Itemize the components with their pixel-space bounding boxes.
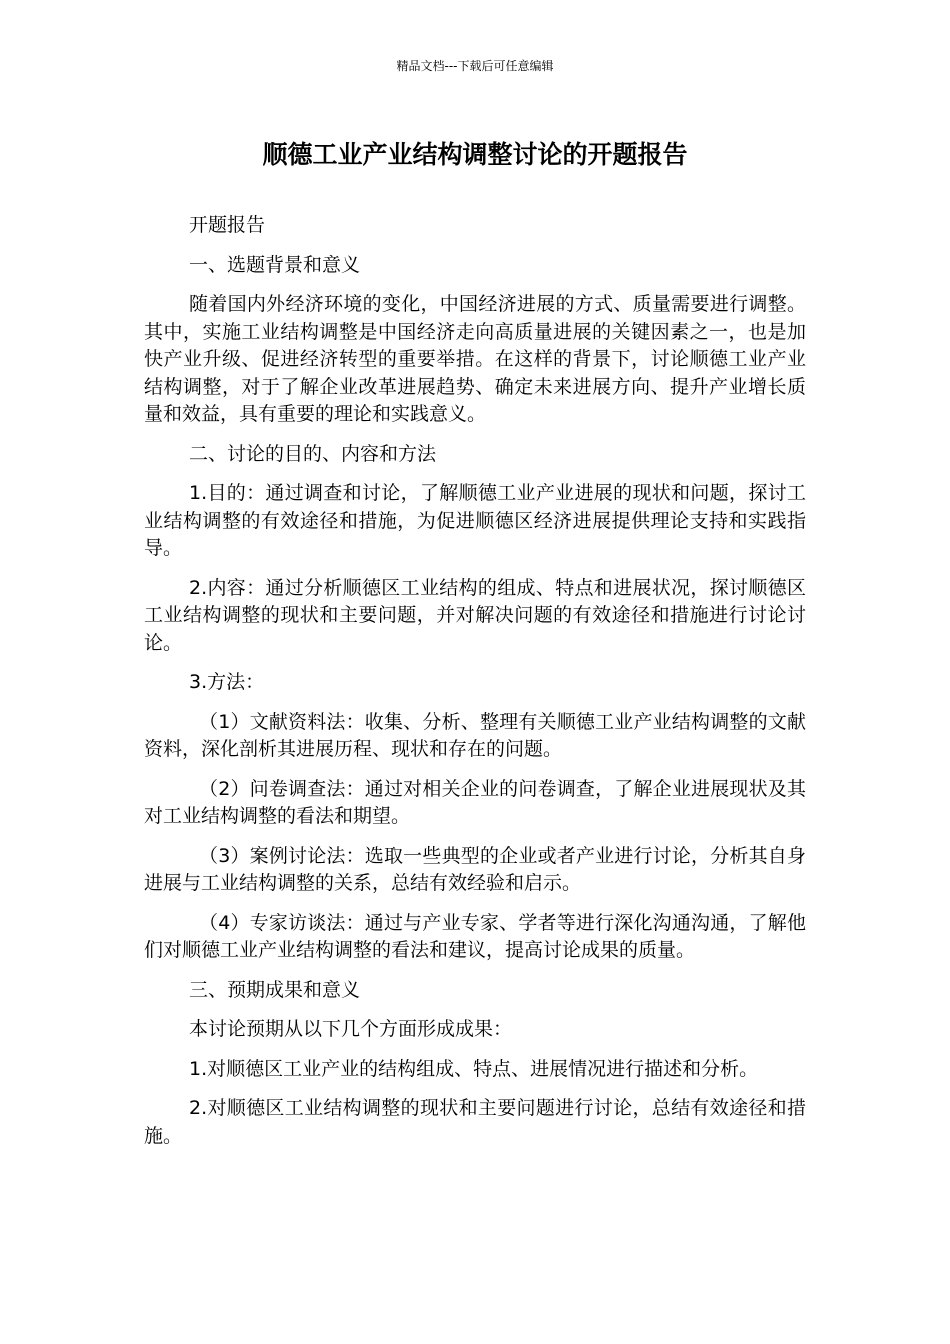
- paragraph: 1.对顺德区工业产业的结构组成、特点、进展情况进行描述和分析。: [189, 1057, 759, 1080]
- paragraph: 随着国内外经济环境的变化，中国经济进展的方式、质量需要进行调整。其中，实施工业结构调整是中国经济走向高质量进展的关键因素之一，也是加快产业升级、促进经济转型的重要举措。在这样的背景下，讨论顺德工业产业结构调整，对于了解企业改革进展趋势、确定未来进展方向、提升产业增长质量和效益，具有重要的理论和实践意义。: [144, 293, 806, 425]
- method-item: （1）文献资料法：收集、分析、整理有关顺德工业产业结构调整的文献资料，深化剖析其进展历程、现状和存在的问题。: [144, 710, 806, 760]
- document-title: 顺德工业产业结构调整讨论的开题报告: [262, 140, 688, 169]
- paragraph: 2.内容：通过分析顺德区工业结构的组成、特点和进展状况，探讨顺德区工业结构调整的现状和主要问题，并对解决问题的有效途径和措施进行讨论讨论。: [144, 576, 806, 654]
- paragraph: 本讨论预期从以下几个方面形成成果：: [189, 1018, 513, 1040]
- section-label: 开题报告: [189, 214, 266, 236]
- paragraph: 3.方法：: [189, 671, 265, 693]
- paragraph: 2.对顺德区工业结构调整的现状和主要问题进行讨论，总结有效途径和措施。: [144, 1097, 806, 1147]
- document-body: [144, 212, 806, 1162]
- header-note: 精品文档---下载后可任意编辑: [396, 59, 554, 73]
- section-heading: 一、选题背景和意义: [189, 253, 361, 276]
- method-item: （3）案例讨论法：选取一些典型的企业或者产业进行讨论，分析其自身进展与工业结构调整的关系，总结有效经验和启示。: [144, 844, 806, 894]
- paragraph: 1.目的：通过调查和讨论，了解顺德工业产业进展的现状和问题，探讨工业结构调整的有效途径和措施，为促进顺德区经济进展提供理论支持和实践指导。: [144, 482, 806, 559]
- section-heading: 三、预期成果和意义: [189, 978, 361, 1001]
- section-heading: 二、讨论的目的、内容和方法: [189, 442, 437, 465]
- method-item: （4）专家访谈法：通过与产业专家、学者等进行深化沟通沟通，了解他们对顺德工业产业结构调整的看法和建议，提高讨论成果的质量。: [144, 911, 806, 961]
- method-item: （2）问卷调查法：通过对相关企业的问卷调查，了解企业进展现状及其对工业结构调整的看法和期望。: [144, 777, 806, 827]
